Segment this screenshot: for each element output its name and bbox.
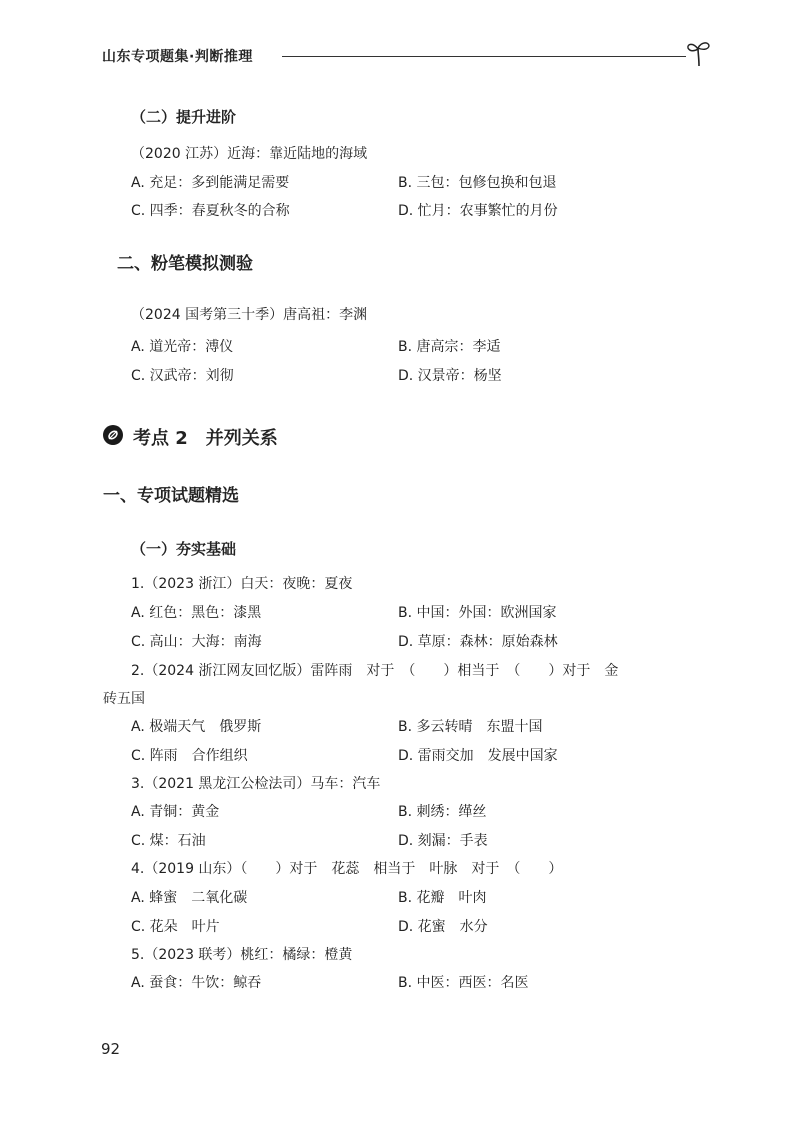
question-stem: 4.（2019 山东）（ ）对于 花蕊 相当于 叶脉 对于 （ ） bbox=[131, 861, 563, 877]
option-b: B. 刺绣：缂丝 bbox=[398, 804, 487, 820]
subsection-heading-basic: （一）夯实基础 bbox=[131, 540, 237, 558]
subsection-heading-improve: （二）提升进阶 bbox=[131, 108, 237, 126]
option-d: D. 草原：森林：原始森林 bbox=[398, 634, 558, 650]
question-stem: 2.（2024 浙江网友回忆版）雷阵雨 对于 （ ）相当于 （ ）对于 金 bbox=[131, 663, 619, 679]
question-stem: 1.（2023 浙江）白天：夜晚：夏夜 bbox=[131, 576, 353, 592]
option-a: A. 蜂蜜 二氧化碳 bbox=[131, 890, 248, 906]
option-c: C. 花朵 叶片 bbox=[131, 919, 220, 935]
option-b: B. 中医：西医：名医 bbox=[398, 975, 529, 991]
page-number: 92 bbox=[101, 1040, 121, 1058]
question-stem: 5.（2023 联考）桃红：橘绿：橙黄 bbox=[131, 947, 353, 963]
option-a: A. 道光帝：溥仪 bbox=[131, 339, 234, 355]
key-point-title: 考点 2 并列关系 bbox=[133, 428, 278, 449]
option-d: D. 雷雨交加 发展中国家 bbox=[398, 748, 558, 764]
option-d: D. 刻漏：手表 bbox=[398, 833, 488, 849]
option-b: B. 三包：包修包换和包退 bbox=[398, 175, 557, 191]
option-a: A. 充足：多到能满足需要 bbox=[131, 175, 290, 191]
option-c: C. 阵雨 合作组织 bbox=[131, 748, 248, 764]
option-b: B. 多云转晴 东盟十国 bbox=[398, 719, 543, 735]
key-point-icon bbox=[103, 425, 123, 445]
running-header bbox=[96, 38, 716, 68]
option-d: D. 忙月：农事繁忙的月份 bbox=[398, 203, 558, 219]
option-b: B. 花瓣 叶肉 bbox=[398, 890, 487, 906]
option-c: C. 四季：春夏秋冬的合称 bbox=[131, 203, 290, 219]
option-c: C. 煤：石油 bbox=[131, 833, 206, 849]
option-d: D. 花蜜 水分 bbox=[398, 919, 488, 935]
option-a: A. 红色：黑色：漆黑 bbox=[131, 605, 262, 621]
option-a: A. 极端天气 俄罗斯 bbox=[131, 719, 262, 735]
option-c: C. 汉武帝：刘彻 bbox=[131, 368, 234, 384]
section-heading-mock: 二、粉笔模拟测验 bbox=[117, 254, 253, 274]
section-heading-select: 一、专项试题精选 bbox=[103, 486, 239, 506]
question-stem: （2024 国考第三十季）唐高祖：李渊 bbox=[131, 307, 368, 323]
option-c: C. 高山：大海：南海 bbox=[131, 634, 262, 650]
question-stem-continued: 砖五国 bbox=[103, 691, 145, 707]
question-stem: （2020 江苏）近海：靠近陆地的海域 bbox=[131, 146, 368, 162]
header-title: 山东专项题集·判断推理 bbox=[102, 49, 253, 65]
question-stem: 3.（2021 黑龙江公检法司）马车：汽车 bbox=[131, 776, 381, 792]
option-a: A. 青铜：黄金 bbox=[131, 804, 220, 820]
header-rule bbox=[282, 56, 686, 57]
sprout-icon bbox=[684, 38, 714, 68]
option-a: A. 蚕食：牛饮：鲸吞 bbox=[131, 975, 262, 991]
option-b: B. 中国：外国：欧洲国家 bbox=[398, 605, 557, 621]
option-b: B. 唐高宗：李适 bbox=[398, 339, 501, 355]
option-d: D. 汉景帝：杨坚 bbox=[398, 368, 502, 384]
